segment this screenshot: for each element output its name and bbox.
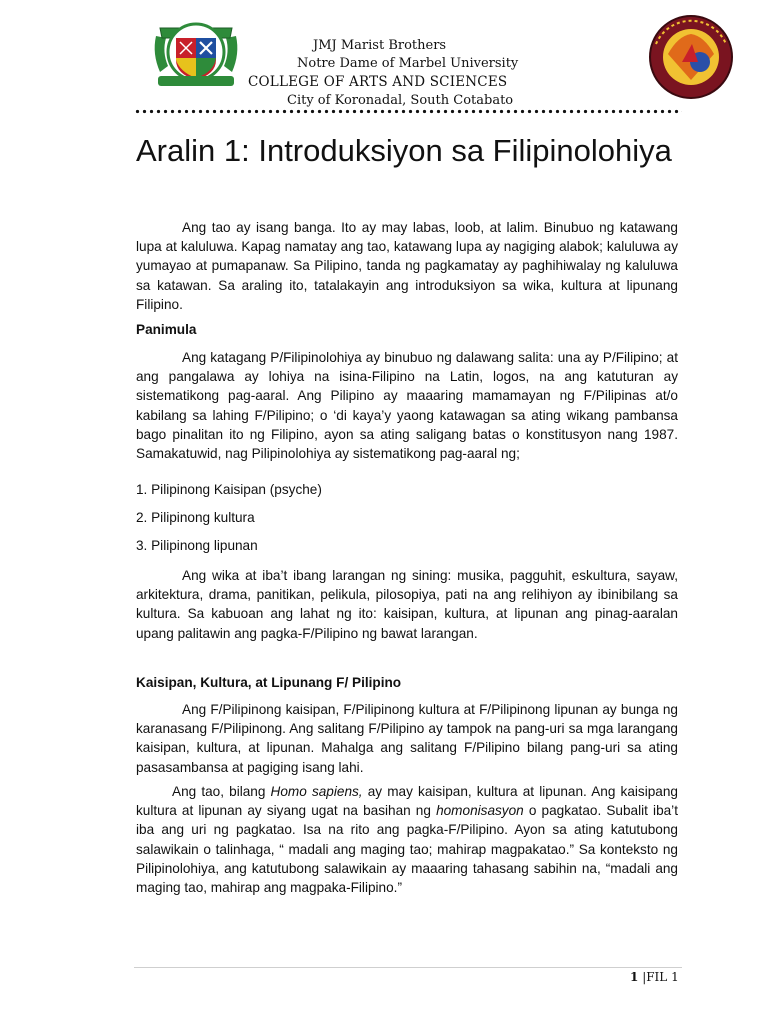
kaisipan-paragraph-block [136,700,678,777]
section-heading-kaisipan: Kaisipan, Kultura, at Lipunang F/ Pilipino [136,675,402,690]
para-text: Ang tao, bilang [172,784,271,799]
kaisipan-paragraph: Ang F/Pilipinong kaisipan, F/Pilipinong kultura at F/Pilipinong lipunan ay bunga ng karanasang F/Pilipinong. Ang salitang F/Pilipino ay tampok na pang-uri sa mga larangang kaisipan, kultura, at lipunan. Mahalga ang salitang F/Pilipino bilang pang-uri sa ating pasasambansa at pagiging isang lahi. [136,702,678,775]
header-line-college: COLLEGE OF ARTS AND SCIENCES [248,74,508,90]
section-kaisipan [136,673,678,692]
dotted-divider [134,109,682,114]
section-panimula [136,320,678,339]
list-item: 3. Pilipinong lipunan [136,538,258,553]
page-header [0,0,768,120]
header-line-location: City of Koronadal, South Cotabato [287,93,514,108]
intro-block [136,218,678,314]
panimula-paragraph: Ang katagang P/Filipinolohiya ay binubuo ng dalawang salita: una ay P/Filipino; at ang pangalawa ay lohiya na isina-Filipino na Latin, logos, na ang katuturan ay sistematikong pag-aaral. Ang Pilipino ay maaaring mamamayan ng F/Pilipinas at/o kabilang sa lahing F/Pilipino; o ‘di kaya’y yaong katawagan sa ating wikang pambansa bago pinalitan ito ng Filipino, ayon sa ating saligang batas o konstitusyon nang 1987. Samakatuwid, nag Pilipinolohiya ay sistematikong pag-aaral ng; [136,350,678,462]
page-title: Aralin 1: Introduksiyon sa Filipinolohiya [136,133,672,168]
list-item: 2. Pilipinong kultura [136,510,255,525]
footer-divider [134,967,682,968]
list-item-3-block [136,536,678,555]
para-text: ay may kaisipan, kultura at lipunan. Ang kaisipang kultura at lipunan ay siyang ugat na basihan ng [136,784,678,819]
list-item-2-block [136,508,678,527]
emphasis-homo-sapiens: Homo sapiens, [270,784,363,799]
header-line-university: Notre Dame of Marbel University [297,56,519,71]
panimula-paragraph-2: Ang wika at iba’t ibang larangan ng sining: musika, pagguhit, eskultura, sayaw, arkitektura, drama, panitikan, pelikula, pilosopiya, pati na ang relihiyon ay ibinibilang sa kultura. Sa kabuoan ang lahat ng ito: kaisipan, kultura, at lipunan ang pinag-aaralan upang palitawin ang pagka-F/Pilipino ng bawat larangan. [136,568,678,641]
footer-label: |FIL 1 [642,970,679,984]
header-line-org: JMJ Marist Brothers [313,38,447,53]
university-seal-logo [150,14,242,96]
section-heading-panimula: Panimula [136,322,197,337]
college-seal-logo [648,14,734,100]
list-item: 1. Pilipinong Kaisipan (psyche) [136,482,322,497]
list-item-1-block [136,480,678,499]
intro-paragraph: Ang tao ay isang banga. Ito ay may labas, loob, at lalim. Binubuo ng katawang lupa at kaluluwa. Kapag namatay ang tao, katawang lupa ay nagiging alabok; kaluluwa ay yumayao at pumapanaw. Sa Pilipino, tanda ng pagkamatay ay paghihiwalay ng kaluluwa sa katawan. Sa araling ito, tatalakayin ang introduksiyon sa wika, kultura at lipunang Filipino. [136,220,678,312]
panimula-paragraph-block [136,348,678,463]
emphasis-homonisasyon: homonisasyon [436,803,524,819]
homo-sapiens-paragraph-block [136,782,678,897]
panimula-paragraph-2-block [136,566,678,643]
page-number: 1 [630,970,639,984]
para-text: o pagkatao. Subalit iba’t iba ang uri ng pagkatao. Isa na rito ang pagka-F/Pilipino. Ayon sa ating katutubong salawikain o talinhaga, “ madali ang maging tao; mahirap magpakatao.” Sa konteksto ng Pilipinolohiya, ang katutubong salawikain ay maaaring tahasang sabihin na, “madali ang maging tao, mahirap ang magpaka-Filipino.” [136,803,678,896]
homo-sapiens-paragraph [136,782,678,897]
page-footer [630,970,679,984]
